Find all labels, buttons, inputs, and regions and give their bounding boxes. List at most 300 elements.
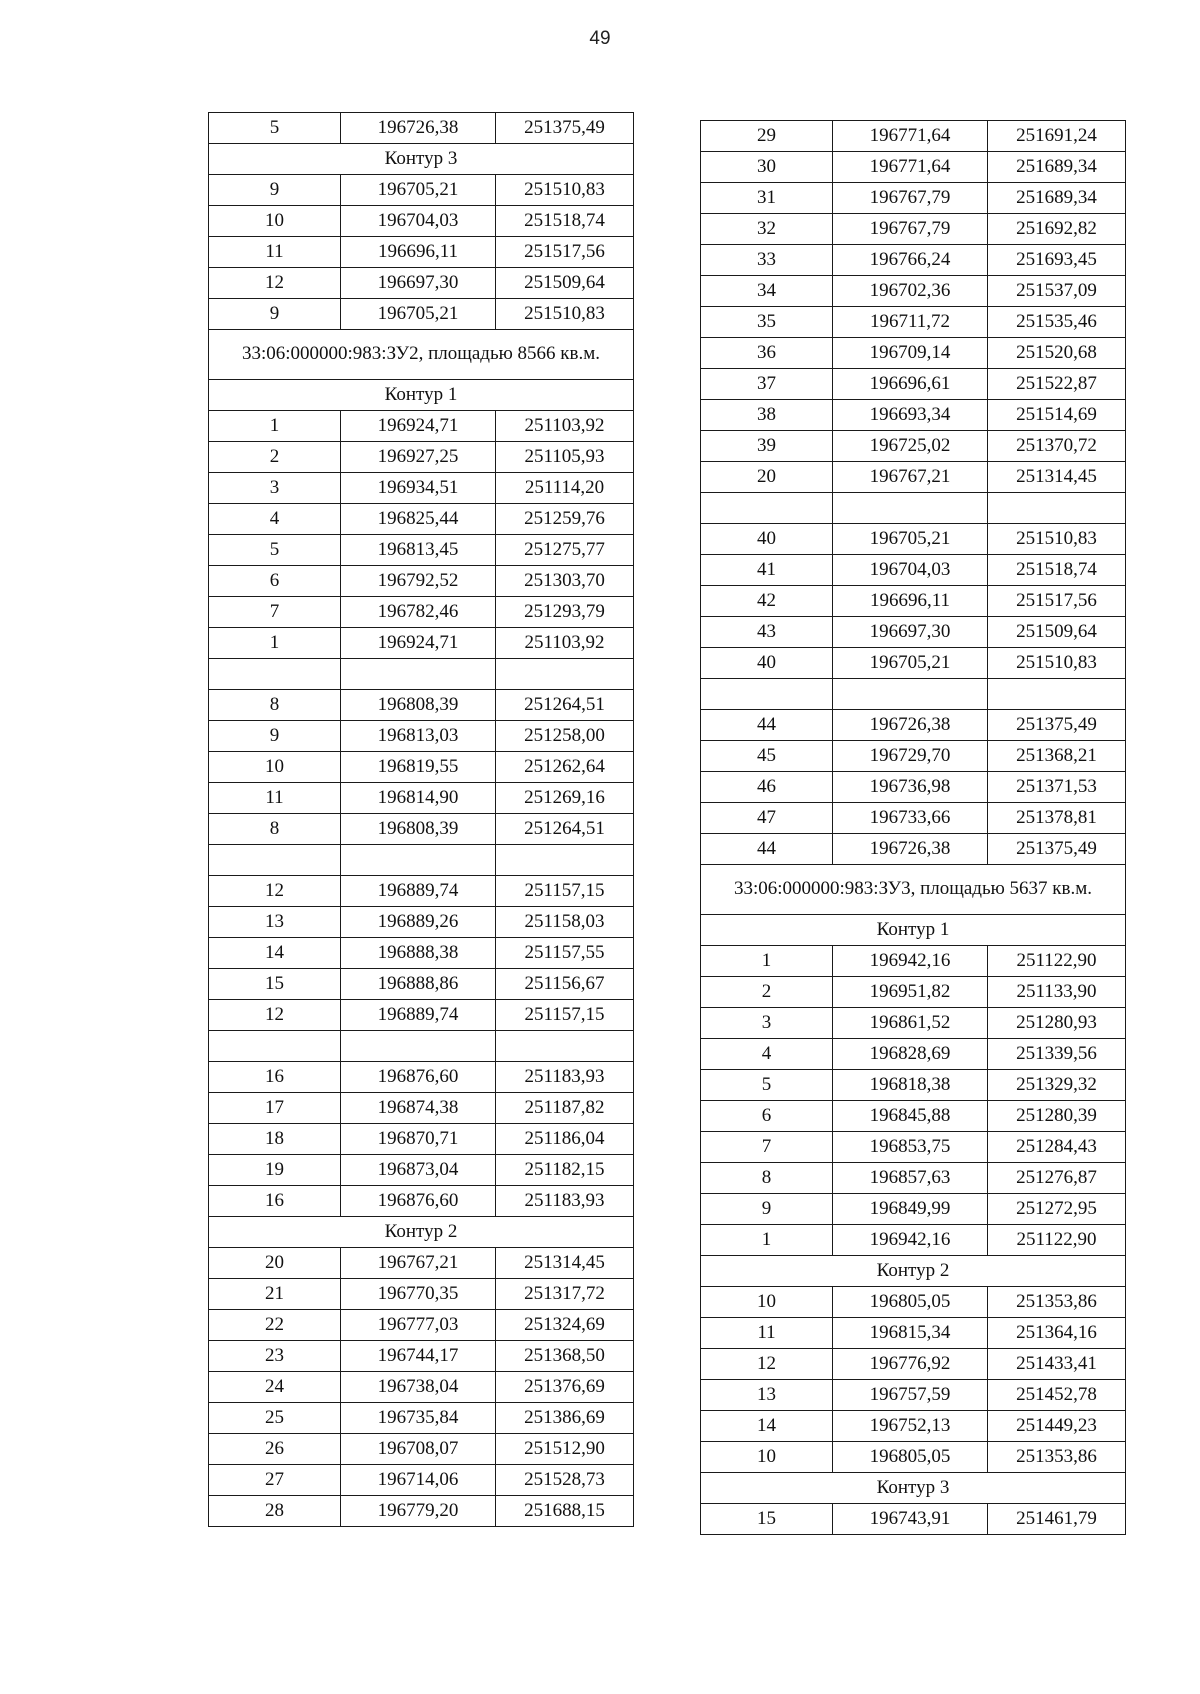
y-coordinate-cell: 251182,15	[496, 1155, 634, 1186]
y-coordinate-cell: 251370,72	[988, 431, 1126, 462]
y-coordinate-cell: 251353,86	[988, 1287, 1126, 1318]
blank-cell	[833, 493, 988, 524]
y-coordinate-cell: 251368,21	[988, 741, 1126, 772]
point-number-cell: 1	[701, 1225, 833, 1256]
y-coordinate-cell: 251378,81	[988, 803, 1126, 834]
point-number-cell: 8	[209, 690, 341, 721]
point-number-cell: 16	[209, 1186, 341, 1217]
point-row	[701, 431, 1126, 462]
point-number-cell: 9	[209, 175, 341, 206]
blank-cell	[988, 493, 1126, 524]
plot-title: 33:06:000000:983:ЗУ3, площадью 5637 кв.м.	[701, 865, 1126, 915]
x-coordinate-cell: 196792,52	[341, 566, 496, 597]
y-coordinate-cell: 251183,93	[496, 1186, 634, 1217]
point-row	[701, 462, 1126, 493]
x-coordinate-cell: 196857,63	[833, 1163, 988, 1194]
page-number: 49	[589, 28, 611, 49]
point-number-cell: 29	[701, 121, 833, 152]
x-coordinate-cell: 196771,64	[833, 152, 988, 183]
point-number-cell: 15	[701, 1504, 833, 1535]
point-number-cell: 9	[209, 299, 341, 330]
x-coordinate-cell: 196693,34	[833, 400, 988, 431]
contour-header-row	[209, 1217, 634, 1248]
y-coordinate-cell: 251339,56	[988, 1039, 1126, 1070]
y-coordinate-cell: 251364,16	[988, 1318, 1126, 1349]
x-coordinate-cell: 196726,38	[341, 113, 496, 144]
point-row	[701, 586, 1126, 617]
point-number-cell: 10	[701, 1442, 833, 1473]
x-coordinate-cell: 196828,69	[833, 1039, 988, 1070]
point-row	[209, 1434, 634, 1465]
y-coordinate-cell: 251264,51	[496, 814, 634, 845]
y-coordinate-cell: 251452,78	[988, 1380, 1126, 1411]
point-number-cell: 32	[701, 214, 833, 245]
point-row	[209, 1248, 634, 1279]
y-coordinate-cell: 251386,69	[496, 1403, 634, 1434]
blank-row	[209, 659, 634, 690]
x-coordinate-cell: 196853,75	[833, 1132, 988, 1163]
point-row	[209, 1062, 634, 1093]
point-number-cell: 11	[701, 1318, 833, 1349]
x-coordinate-cell: 196818,38	[833, 1070, 988, 1101]
y-coordinate-cell: 251122,90	[988, 946, 1126, 977]
x-coordinate-cell: 196924,71	[341, 628, 496, 659]
y-coordinate-cell: 251280,93	[988, 1008, 1126, 1039]
contour-header: Контур 1	[209, 380, 634, 411]
point-row	[209, 1465, 634, 1496]
point-row	[209, 1186, 634, 1217]
point-row	[701, 555, 1126, 586]
point-number-cell: 35	[701, 307, 833, 338]
point-row	[701, 400, 1126, 431]
y-coordinate-cell: 251187,82	[496, 1093, 634, 1124]
x-coordinate-cell: 196776,92	[833, 1349, 988, 1380]
x-coordinate-cell: 196942,16	[833, 1225, 988, 1256]
point-number-cell: 5	[701, 1070, 833, 1101]
y-coordinate-cell: 251259,76	[496, 504, 634, 535]
x-coordinate-cell: 196779,20	[341, 1496, 496, 1527]
y-coordinate-cell: 251303,70	[496, 566, 634, 597]
y-coordinate-cell: 251275,77	[496, 535, 634, 566]
x-coordinate-cell: 196808,39	[341, 690, 496, 721]
plot-title: 33:06:000000:983:ЗУ2, площадью 8566 кв.м.	[209, 330, 634, 380]
x-coordinate-cell: 196805,05	[833, 1287, 988, 1318]
y-coordinate-cell: 251461,79	[988, 1504, 1126, 1535]
x-coordinate-cell: 196704,03	[341, 206, 496, 237]
y-coordinate-cell: 251691,24	[988, 121, 1126, 152]
blank-row	[209, 1031, 634, 1062]
x-coordinate-cell: 196738,04	[341, 1372, 496, 1403]
x-coordinate-cell: 196767,21	[341, 1248, 496, 1279]
point-number-cell: 21	[209, 1279, 341, 1310]
y-coordinate-cell: 251183,93	[496, 1062, 634, 1093]
point-number-cell: 43	[701, 617, 833, 648]
coordinates-table-left	[208, 112, 634, 1527]
x-coordinate-cell: 196757,59	[833, 1380, 988, 1411]
point-row	[209, 1341, 634, 1372]
contour-header-row	[701, 1256, 1126, 1287]
point-row	[701, 369, 1126, 400]
blank-cell	[209, 659, 341, 690]
contour-header: Контур 2	[701, 1256, 1126, 1287]
x-coordinate-cell: 196924,71	[341, 411, 496, 442]
x-coordinate-cell: 196725,02	[833, 431, 988, 462]
y-coordinate-cell: 251522,87	[988, 369, 1126, 400]
y-coordinate-cell: 251692,82	[988, 214, 1126, 245]
blank-cell	[496, 659, 634, 690]
point-number-cell: 17	[209, 1093, 341, 1124]
y-coordinate-cell: 251272,95	[988, 1194, 1126, 1225]
point-number-cell: 9	[209, 721, 341, 752]
y-coordinate-cell: 251105,93	[496, 442, 634, 473]
contour-header: Контур 2	[209, 1217, 634, 1248]
point-row	[209, 442, 634, 473]
x-coordinate-cell: 196696,61	[833, 369, 988, 400]
y-coordinate-cell: 251317,72	[496, 1279, 634, 1310]
x-coordinate-cell: 196767,79	[833, 183, 988, 214]
point-row	[701, 741, 1126, 772]
y-coordinate-cell: 251314,45	[496, 1248, 634, 1279]
x-coordinate-cell: 196704,03	[833, 555, 988, 586]
x-coordinate-cell: 196942,16	[833, 946, 988, 977]
point-number-cell: 38	[701, 400, 833, 431]
x-coordinate-cell: 196808,39	[341, 814, 496, 845]
contour-header-row	[701, 915, 1126, 946]
x-coordinate-cell: 196889,74	[341, 876, 496, 907]
point-number-cell: 31	[701, 183, 833, 214]
y-coordinate-cell: 251518,74	[496, 206, 634, 237]
point-number-cell: 8	[209, 814, 341, 845]
plot-title-row	[209, 330, 634, 380]
point-number-cell: 13	[701, 1380, 833, 1411]
point-number-cell: 10	[701, 1287, 833, 1318]
point-row	[701, 338, 1126, 369]
point-number-cell: 5	[209, 113, 341, 144]
point-number-cell: 5	[209, 535, 341, 566]
blank-cell	[341, 659, 496, 690]
y-coordinate-cell: 251512,90	[496, 1434, 634, 1465]
point-row	[701, 648, 1126, 679]
point-number-cell: 37	[701, 369, 833, 400]
point-number-cell: 2	[701, 977, 833, 1008]
y-coordinate-cell: 251103,92	[496, 411, 634, 442]
point-number-cell: 23	[209, 1341, 341, 1372]
point-row	[209, 814, 634, 845]
contour-header: Контур 3	[209, 144, 634, 175]
point-row	[701, 1194, 1126, 1225]
y-coordinate-cell: 251186,04	[496, 1124, 634, 1155]
point-number-cell: 46	[701, 772, 833, 803]
x-coordinate-cell: 196696,11	[341, 237, 496, 268]
blank-cell	[341, 845, 496, 876]
y-coordinate-cell: 251510,83	[988, 648, 1126, 679]
y-coordinate-cell: 251517,56	[496, 237, 634, 268]
point-row	[701, 617, 1126, 648]
x-coordinate-cell: 196736,98	[833, 772, 988, 803]
point-number-cell: 11	[209, 237, 341, 268]
point-number-cell: 13	[209, 907, 341, 938]
y-coordinate-cell: 251276,87	[988, 1163, 1126, 1194]
blank-cell	[833, 679, 988, 710]
point-number-cell: 34	[701, 276, 833, 307]
x-coordinate-cell: 196726,38	[833, 710, 988, 741]
y-coordinate-cell: 251689,34	[988, 152, 1126, 183]
y-coordinate-cell: 251375,49	[988, 710, 1126, 741]
point-number-cell: 44	[701, 710, 833, 741]
x-coordinate-cell: 196726,38	[833, 834, 988, 865]
point-number-cell: 18	[209, 1124, 341, 1155]
point-row	[701, 524, 1126, 555]
point-row	[701, 772, 1126, 803]
point-number-cell: 14	[701, 1411, 833, 1442]
x-coordinate-cell: 196888,86	[341, 969, 496, 1000]
x-coordinate-cell: 196752,13	[833, 1411, 988, 1442]
x-coordinate-cell: 196874,38	[341, 1093, 496, 1124]
point-row	[701, 1225, 1126, 1256]
y-coordinate-cell: 251693,45	[988, 245, 1126, 276]
point-row	[701, 307, 1126, 338]
y-coordinate-cell: 251517,56	[988, 586, 1126, 617]
point-row	[701, 1411, 1126, 1442]
point-row	[209, 504, 634, 535]
y-coordinate-cell: 251518,74	[988, 555, 1126, 586]
blank-cell	[988, 679, 1126, 710]
point-row	[209, 1310, 634, 1341]
y-coordinate-cell: 251375,49	[988, 834, 1126, 865]
contour-header: Контур 1	[701, 915, 1126, 946]
y-coordinate-cell: 251269,16	[496, 783, 634, 814]
point-row	[701, 276, 1126, 307]
point-number-cell: 19	[209, 1155, 341, 1186]
y-coordinate-cell: 251262,64	[496, 752, 634, 783]
point-number-cell: 11	[209, 783, 341, 814]
point-number-cell: 4	[701, 1039, 833, 1070]
point-row	[701, 1442, 1126, 1473]
x-coordinate-cell: 196873,04	[341, 1155, 496, 1186]
blank-cell	[209, 845, 341, 876]
x-coordinate-cell: 196743,91	[833, 1504, 988, 1535]
x-coordinate-cell: 196777,03	[341, 1310, 496, 1341]
point-row	[701, 946, 1126, 977]
blank-cell	[209, 1031, 341, 1062]
x-coordinate-cell: 196708,07	[341, 1434, 496, 1465]
point-row	[701, 214, 1126, 245]
point-row	[209, 1279, 634, 1310]
contour-header-row	[209, 144, 634, 175]
point-number-cell: 4	[209, 504, 341, 535]
y-coordinate-cell: 251133,90	[988, 977, 1126, 1008]
point-number-cell: 26	[209, 1434, 341, 1465]
point-row	[209, 1093, 634, 1124]
point-row	[701, 1349, 1126, 1380]
x-coordinate-cell: 196815,34	[833, 1318, 988, 1349]
x-coordinate-cell: 196934,51	[341, 473, 496, 504]
x-coordinate-cell: 196825,44	[341, 504, 496, 535]
contour-header-row	[701, 1473, 1126, 1504]
blank-cell	[496, 845, 634, 876]
y-coordinate-cell: 251376,69	[496, 1372, 634, 1403]
point-row	[209, 628, 634, 659]
point-number-cell: 12	[209, 1000, 341, 1031]
point-number-cell: 42	[701, 586, 833, 617]
point-row	[701, 245, 1126, 276]
point-row	[209, 113, 634, 144]
blank-row	[701, 679, 1126, 710]
point-number-cell: 8	[701, 1163, 833, 1194]
y-coordinate-cell: 251314,45	[988, 462, 1126, 493]
coordinates-table-right	[700, 120, 1126, 1535]
x-coordinate-cell: 196766,24	[833, 245, 988, 276]
point-row	[701, 121, 1126, 152]
point-number-cell: 15	[209, 969, 341, 1000]
point-row	[701, 152, 1126, 183]
blank-row	[701, 493, 1126, 524]
blank-cell	[496, 1031, 634, 1062]
point-number-cell: 44	[701, 834, 833, 865]
x-coordinate-cell: 196711,72	[833, 307, 988, 338]
point-number-cell: 1	[209, 628, 341, 659]
y-coordinate-cell: 251509,64	[496, 268, 634, 299]
point-number-cell: 20	[209, 1248, 341, 1279]
y-coordinate-cell: 251535,46	[988, 307, 1126, 338]
point-number-cell: 24	[209, 1372, 341, 1403]
point-number-cell: 6	[701, 1101, 833, 1132]
point-row	[209, 752, 634, 783]
point-row	[209, 969, 634, 1000]
point-row	[209, 535, 634, 566]
point-row	[209, 1372, 634, 1403]
x-coordinate-cell: 196714,06	[341, 1465, 496, 1496]
y-coordinate-cell: 251103,92	[496, 628, 634, 659]
point-row	[209, 938, 634, 969]
point-row	[209, 721, 634, 752]
plot-title-row	[701, 865, 1126, 915]
point-number-cell: 6	[209, 566, 341, 597]
y-coordinate-cell: 251158,03	[496, 907, 634, 938]
point-row	[209, 597, 634, 628]
y-coordinate-cell: 251293,79	[496, 597, 634, 628]
point-row	[209, 1496, 634, 1527]
x-coordinate-cell: 196889,74	[341, 1000, 496, 1031]
point-row	[701, 1504, 1126, 1535]
point-number-cell: 36	[701, 338, 833, 369]
y-coordinate-cell: 251368,50	[496, 1341, 634, 1372]
x-coordinate-cell: 196951,82	[833, 977, 988, 1008]
y-coordinate-cell: 251114,20	[496, 473, 634, 504]
y-coordinate-cell: 251264,51	[496, 690, 634, 721]
x-coordinate-cell: 196876,60	[341, 1062, 496, 1093]
x-coordinate-cell: 196735,84	[341, 1403, 496, 1434]
x-coordinate-cell: 196845,88	[833, 1101, 988, 1132]
x-coordinate-cell: 196697,30	[833, 617, 988, 648]
y-coordinate-cell: 251280,39	[988, 1101, 1126, 1132]
point-number-cell: 12	[701, 1349, 833, 1380]
point-number-cell: 47	[701, 803, 833, 834]
y-coordinate-cell: 251510,83	[496, 299, 634, 330]
point-number-cell: 45	[701, 741, 833, 772]
y-coordinate-cell: 251122,90	[988, 1225, 1126, 1256]
y-coordinate-cell: 251157,15	[496, 876, 634, 907]
point-row	[701, 1380, 1126, 1411]
contour-header: Контур 3	[701, 1473, 1126, 1504]
point-row	[209, 876, 634, 907]
x-coordinate-cell: 196702,36	[833, 276, 988, 307]
point-row	[209, 783, 634, 814]
point-number-cell: 9	[701, 1194, 833, 1225]
blank-row	[209, 845, 634, 876]
y-coordinate-cell: 251156,67	[496, 969, 634, 1000]
point-row	[209, 237, 634, 268]
point-row	[701, 834, 1126, 865]
blank-cell	[701, 493, 833, 524]
point-number-cell: 1	[701, 946, 833, 977]
contour-header-row	[209, 380, 634, 411]
point-number-cell: 20	[701, 462, 833, 493]
y-coordinate-cell: 251449,23	[988, 1411, 1126, 1442]
point-row	[209, 1155, 634, 1186]
y-coordinate-cell: 251689,34	[988, 183, 1126, 214]
y-coordinate-cell: 251509,64	[988, 617, 1126, 648]
y-coordinate-cell: 251520,68	[988, 338, 1126, 369]
point-row	[209, 206, 634, 237]
x-coordinate-cell: 196861,52	[833, 1008, 988, 1039]
x-coordinate-cell: 196729,70	[833, 741, 988, 772]
point-row	[209, 411, 634, 442]
y-coordinate-cell: 251375,49	[496, 113, 634, 144]
y-coordinate-cell: 251371,53	[988, 772, 1126, 803]
x-coordinate-cell: 196814,90	[341, 783, 496, 814]
x-coordinate-cell: 196876,60	[341, 1186, 496, 1217]
point-number-cell: 14	[209, 938, 341, 969]
point-number-cell: 10	[209, 752, 341, 783]
point-number-cell: 40	[701, 524, 833, 555]
x-coordinate-cell: 196782,46	[341, 597, 496, 628]
point-number-cell: 40	[701, 648, 833, 679]
point-number-cell: 16	[209, 1062, 341, 1093]
y-coordinate-cell: 251510,83	[496, 175, 634, 206]
y-coordinate-cell: 251329,32	[988, 1070, 1126, 1101]
point-row	[701, 1318, 1126, 1349]
point-number-cell: 41	[701, 555, 833, 586]
x-coordinate-cell: 196849,99	[833, 1194, 988, 1225]
point-row	[701, 1101, 1126, 1132]
point-row	[701, 1039, 1126, 1070]
y-coordinate-cell: 251528,73	[496, 1465, 634, 1496]
point-row	[701, 1132, 1126, 1163]
point-number-cell: 7	[701, 1132, 833, 1163]
point-row	[209, 907, 634, 938]
y-coordinate-cell: 251510,83	[988, 524, 1126, 555]
x-coordinate-cell: 196927,25	[341, 442, 496, 473]
x-coordinate-cell: 196705,21	[341, 299, 496, 330]
y-coordinate-cell: 251157,15	[496, 1000, 634, 1031]
x-coordinate-cell: 196705,21	[833, 648, 988, 679]
x-coordinate-cell: 196696,11	[833, 586, 988, 617]
x-coordinate-cell: 196733,66	[833, 803, 988, 834]
point-row	[701, 1008, 1126, 1039]
x-coordinate-cell: 196705,21	[341, 175, 496, 206]
point-number-cell: 22	[209, 1310, 341, 1341]
point-number-cell: 25	[209, 1403, 341, 1434]
point-row	[209, 299, 634, 330]
point-number-cell: 10	[209, 206, 341, 237]
point-number-cell: 1	[209, 411, 341, 442]
point-number-cell: 39	[701, 431, 833, 462]
point-number-cell: 27	[209, 1465, 341, 1496]
x-coordinate-cell: 196813,03	[341, 721, 496, 752]
x-coordinate-cell: 196870,71	[341, 1124, 496, 1155]
y-coordinate-cell: 251433,41	[988, 1349, 1126, 1380]
